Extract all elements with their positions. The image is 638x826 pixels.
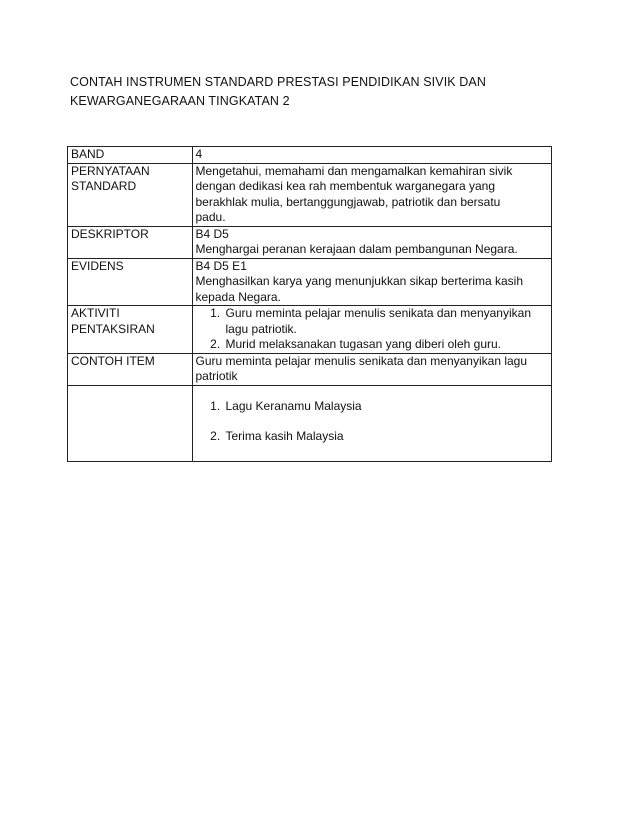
document-title-line-1: CONTAH INSTRUMEN STANDARD PRESTASI PENDIDIKAN SIVIK DAN	[70, 75, 486, 89]
aktiviti-pentaksiran-value-cell	[192, 306, 552, 354]
songs-value-cell	[192, 385, 552, 461]
contoh-item-text-line-1: Guru meminta pelajar menulis senikata dan menyanyikan lagu	[195, 353, 528, 368]
contoh-item-text-line-2: patriotik	[195, 369, 238, 383]
pernyataan-standard-line-3: berakhlak mulia, bertanggungjawab, patriotik dan bersatu	[195, 194, 501, 209]
table-row-evidens	[68, 258, 552, 306]
table-row-contoh-item	[68, 353, 552, 385]
contoh-item-label: CONTOH ITEM	[71, 353, 155, 368]
instrument-table	[67, 146, 552, 462]
document-title	[70, 73, 570, 111]
contoh-item-label-cell	[68, 353, 193, 385]
pentaksiran-label: PENTAKSIRAN	[71, 321, 155, 336]
evidens-label-cell	[68, 258, 193, 306]
evidens-text-line-2: kepada Negara.	[195, 289, 281, 304]
evidens-label: EVIDENS	[71, 258, 124, 273]
pernyataan-standard-line-2: dengan dedikasi kea rah membentuk warganegara yang	[195, 179, 496, 193]
activity-list	[196, 306, 550, 353]
table-row-deskriptor	[68, 226, 552, 258]
pernyataan-standard-label-cell	[68, 163, 193, 226]
deskriptor-label-cell	[68, 226, 193, 258]
table-row-aktiviti-pentaksiran	[68, 306, 552, 354]
song-list	[196, 386, 550, 461]
song-item-2: 2. Terima kasih Malaysia	[224, 429, 550, 445]
band-value-cell	[192, 147, 552, 164]
song-item-1: 1. Lagu Keranamu Malaysia	[224, 399, 550, 415]
songs-label-cell	[68, 385, 193, 461]
document-title-line-2: KEWARGANEGARAAN TINGKATAN 2	[70, 94, 290, 108]
deskriptor-code: B4 D5	[195, 226, 229, 241]
contoh-item-value-cell	[192, 353, 552, 385]
deskriptor-label: DESKRIPTOR	[71, 226, 149, 241]
deskriptor-text: Menghargai peranan kerajaan dalam pembangunan Negara.	[195, 242, 518, 256]
evidens-code: B4 D5 E1	[195, 258, 247, 273]
activity-item-2: 2. Murid melaksanakan tugasan yang diberi oleh guru.	[224, 337, 550, 353]
standard-label: STANDARD	[71, 179, 137, 193]
band-label: BAND	[71, 147, 105, 161]
table-row-songs	[68, 385, 552, 461]
aktiviti-label: AKTIVITI	[71, 306, 120, 320]
pernyataan-standard-value-cell	[192, 163, 552, 226]
pernyataan-standard-line-1: Mengetahui, memahami dan mengamalkan kemahiran sivik	[195, 163, 513, 178]
table-row-band	[68, 147, 552, 164]
table-row-pernyataan-standard	[68, 163, 552, 226]
band-label-cell	[68, 147, 193, 164]
activity-item-1: 1. Guru meminta pelajar menulis senikata dan menyanyikan lagu patriotik.	[224, 306, 550, 337]
aktiviti-pentaksiran-label-cell	[68, 306, 193, 354]
pernyataan-label: PERNYATAAN	[71, 163, 150, 178]
deskriptor-value-cell	[192, 226, 552, 258]
pernyataan-standard-line-4: padu.	[195, 210, 226, 224]
band-value: 4	[195, 147, 203, 161]
evidens-value-cell	[192, 258, 552, 306]
evidens-text-line-1: Menghasilkan karya yang menunjukkan sikap berterima kasih	[195, 274, 524, 288]
